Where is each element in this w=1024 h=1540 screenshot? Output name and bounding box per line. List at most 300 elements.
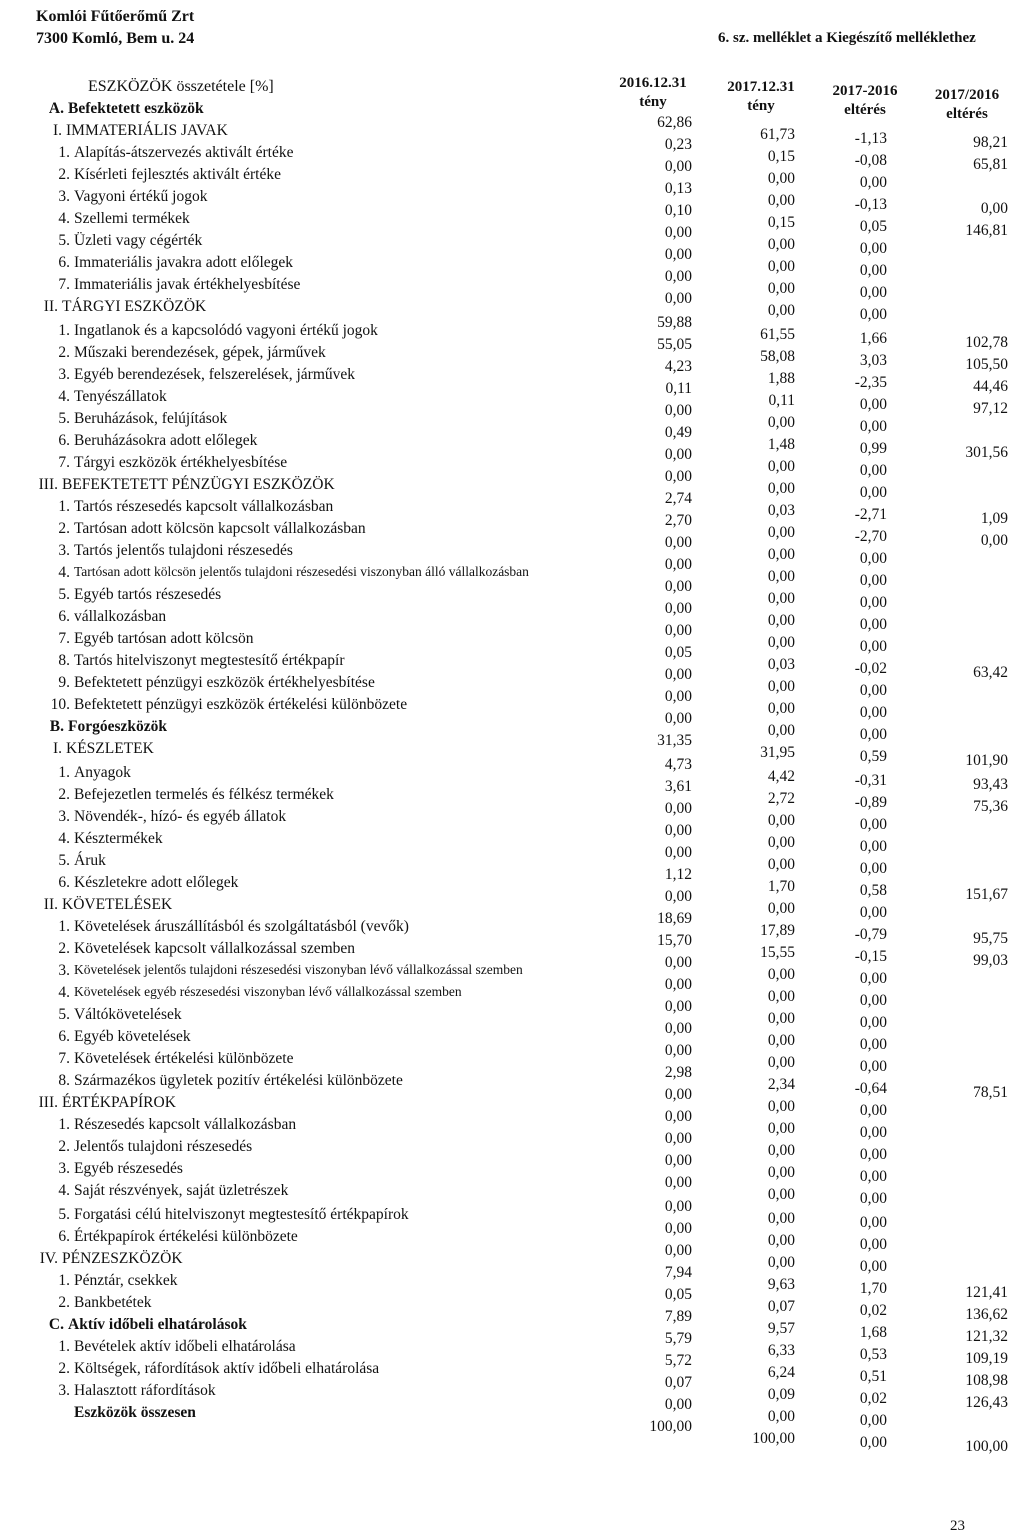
value-difference: 0,00 [859,726,887,744]
value-2017: 6,33 [767,1341,795,1359]
table-row [0,1174,1024,1208]
value-2017: 0,00 [767,236,795,254]
row-label: Halasztott ráfordítások [74,1381,216,1399]
row-label: Késztermékek [74,829,163,847]
row-code: 3. [58,961,70,979]
value-2016: 0,00 [664,1395,692,1413]
value-2016: 0,00 [664,843,692,861]
value-difference: -2,71 [854,505,887,523]
row-code: III. [38,475,58,493]
row-label: Tartósan adott kölcsön jelentős tulajdoni részesedési viszonyban álló vállalkozásban [74,564,529,580]
table-row [0,1130,1024,1164]
row-label: Tenyészállatok [74,387,167,405]
table-row [0,688,1024,722]
row-code: 6. [58,608,70,626]
value-2017: 0,03 [767,501,795,519]
row-code: 2. [58,1359,70,1377]
value-2017: 0,00 [767,1186,795,1204]
row-label: KÖVETELÉSEK [62,895,173,913]
value-difference: 0,00 [859,284,887,302]
row-code: 8. [58,652,70,670]
value-difference: 0,51 [859,1367,887,1385]
value-2016: 0,07 [664,1373,692,1391]
row-code: 8. [58,1072,70,1090]
value-difference: 0,00 [859,572,887,590]
value-difference: 0,00 [859,395,887,413]
row-code: 1. [58,1337,70,1355]
value-2017: 0,00 [767,1120,795,1138]
row-label: Értékpapírok értékelési különbözete [74,1227,298,1245]
value-2017: 0,00 [767,700,795,718]
value-ratio: 99,03 [973,951,1008,969]
row-code: 5. [58,1006,70,1024]
value-ratio: 65,81 [973,156,1008,174]
value-difference: -0,64 [854,1080,887,1098]
row-code: B. [49,718,64,736]
row-code: 5. [58,586,70,604]
column-header-2016-line1: 2016.12.31 [619,75,687,91]
value-difference: 0,00 [859,1257,887,1275]
row-label: Áruk [74,851,106,869]
value-ratio: 136,62 [965,1305,1008,1323]
row-code: 1. [58,497,70,515]
value-2016: 0,00 [664,953,692,971]
value-2016: 0,00 [664,799,692,817]
value-difference: 0,00 [859,483,887,501]
row-code: C. [48,1315,64,1333]
value-difference: -2,35 [854,373,887,391]
value-2016: 0,00 [664,224,692,242]
value-difference: 0,00 [859,1213,887,1231]
table-row [0,268,1024,302]
column-header-difference-line2: eltérés [844,102,886,118]
row-label: Növendék-, hízó- és egyéb állatok [74,807,287,825]
column-header-2016-line2: tény [639,94,667,110]
value-2016: 0,00 [664,534,692,551]
row-code: IV. [39,1249,58,1267]
row-label: Befektetett pénzügyi eszközök értékelési különbözete [74,696,408,714]
value-2016: 62,86 [657,114,692,132]
value-ratio: 44,46 [973,377,1008,395]
row-code: 1. [58,144,70,162]
row-label: Immateriális javakra adott előlegek [74,254,294,272]
value-difference: -0,31 [854,771,887,789]
row-label: Követelések kapcsolt vállalkozással szemben [74,939,356,957]
value-2016: 0,00 [664,998,692,1016]
row-label: Vagyoni értékű jogok [74,188,208,206]
row-label: Jelentős tulajdoni részesedés [74,1138,253,1156]
value-2016: 4,73 [664,755,692,773]
value-difference: 0,00 [859,461,887,479]
value-difference: 0,00 [859,616,887,634]
value-2016: 0,00 [664,666,692,684]
value-ratio: 63,42 [973,664,1008,682]
value-2016: 7,94 [664,1263,692,1281]
row-code: 1. [58,1271,70,1289]
value-2017: 0,00 [767,678,795,696]
table-title: ESZKÖZÖK összetétele [%] [88,78,274,95]
value-2017: 61,55 [760,325,795,343]
value-ratio: 101,90 [965,752,1008,770]
value-2016: 0,00 [664,1086,692,1104]
value-2017: 31,95 [760,744,795,762]
row-code: 5. [58,409,70,427]
table-row [0,600,1024,634]
value-2016: 2,74 [664,489,692,507]
value-2016: 0,11 [665,379,692,397]
value-difference: 0,53 [859,1345,887,1363]
value-difference: 0,00 [859,1014,887,1032]
value-ratio: 93,43 [973,775,1008,793]
value-2017: 0,00 [767,457,795,475]
row-code: 3. [58,188,70,206]
row-label: Követelések egyéb részesedési viszonyban lévő vállalkozással szemben [74,984,462,999]
row-code: 1. [58,1116,70,1134]
value-2017: 0,00 [767,523,795,541]
value-2017: 0,00 [767,546,795,563]
row-label: Ingatlanok és a kapcsolódó vagyoni értékű jogok [74,321,378,339]
value-2016: 4,23 [664,357,692,375]
row-label: KÉSZLETEK [66,740,154,758]
value-difference: 0,00 [859,240,887,258]
column-header-2017-line2: tény [747,98,775,114]
row-code: 3. [58,365,70,383]
value-difference: 0,59 [859,748,887,766]
value-difference: 0,00 [859,1235,887,1253]
row-code: 9. [58,674,70,692]
value-2017: 0,00 [767,833,795,851]
row-code: II. [43,298,58,316]
value-2017: 0,00 [767,855,795,873]
row-code: 2. [58,1293,70,1311]
row-label: Tartós részesedés kapcsolt vállalkozásban [74,497,334,515]
value-difference: -2,70 [854,527,887,545]
value-2017: 0,00 [767,634,795,652]
value-2016: 7,89 [664,1307,692,1325]
value-2017: 0,00 [767,192,795,210]
value-2017: 0,00 [767,170,795,188]
value-difference: 0,00 [859,815,887,833]
row-code: 1. [58,321,70,339]
column-header-difference-line1: 2017-2016 [832,83,898,99]
value-difference: 0,00 [859,1146,887,1164]
value-2016: 0,13 [664,180,692,198]
value-2016: 0,00 [664,1130,692,1148]
row-code: 2. [58,939,70,957]
row-code: 3. [58,1160,70,1178]
table-row [0,1108,1024,1142]
row-code: I. [52,122,62,140]
row-code: 4. [58,564,70,582]
value-difference: 0,00 [859,1058,887,1076]
value-ratio: 121,41 [965,1283,1008,1301]
row-label: PÉNZESZKÖZÖK [62,1249,183,1267]
value-2017: 9,57 [767,1319,795,1337]
value-ratio: 126,43 [965,1393,1008,1411]
value-difference: 0,00 [859,837,887,855]
value-2017: 0,11 [768,391,795,409]
table-row [0,998,1024,1032]
row-label: Műszaki berendezések, gépek, járművek [74,343,326,361]
row-label: Anyagok [74,763,131,781]
row-label: Bankbetétek [74,1293,152,1311]
value-2017: 0,00 [767,965,795,983]
row-label: Egyéb tartós részesedés [74,586,222,604]
value-ratio: 100,00 [965,1438,1008,1455]
value-2017: 0,00 [767,1010,795,1028]
value-difference: 0,00 [859,1102,887,1120]
row-code: 7. [58,1050,70,1068]
value-2016: 0,00 [664,600,692,618]
value-difference: -1,13 [854,130,887,148]
value-ratio: 121,32 [965,1327,1008,1345]
value-2017: 0,00 [767,479,795,497]
row-code: 6. [58,431,70,449]
table-row [0,1152,1024,1186]
value-ratio: 109,19 [965,1349,1008,1367]
value-2017: 2,72 [767,789,795,807]
value-2016: 15,70 [657,931,692,949]
value-2017: 0,00 [767,1054,795,1072]
row-label: Forgatási célú hitelviszonyt megtestesítő értékpapírok [74,1205,409,1223]
value-ratio: 1,09 [980,509,1008,527]
row-code: 5. [58,232,70,250]
value-difference: -0,08 [854,152,887,170]
value-2016: 0,00 [664,710,692,728]
value-difference: 0,00 [859,262,887,280]
value-2016: 0,00 [664,821,692,839]
value-difference: 0,00 [859,992,887,1009]
value-2017: 0,00 [767,258,795,276]
value-2017: 0,00 [767,302,795,320]
row-label: Tartós hitelviszonyt megtestesítő értékpapír [74,652,345,670]
value-ratio: 95,75 [973,929,1008,947]
value-2016: 59,88 [657,313,692,331]
value-ratio: 0,00 [980,531,1008,549]
row-code: 2. [58,1138,70,1156]
row-code: 4. [58,1182,70,1200]
table-row [0,1219,1024,1253]
value-2016: 0,49 [664,423,692,441]
value-2016: 0,00 [664,401,692,419]
table-row [0,1197,1024,1231]
value-difference: 1,68 [859,1323,887,1341]
value-2017: 0,07 [767,1297,795,1315]
row-label: Eszközök összesen [74,1403,196,1421]
row-label: Követelések áruszállításból és szolgáltatásból (vevők) [74,917,409,935]
value-2017: 0,00 [767,590,795,608]
table-row [0,821,1024,855]
value-2017: 0,00 [767,612,795,630]
value-2017: 0,15 [767,214,795,232]
row-code: 4. [58,829,70,847]
row-code: 6. [58,1227,70,1245]
value-difference: 0,00 [859,1124,887,1142]
row-code: 3. [58,1381,70,1399]
value-ratio: 78,51 [973,1084,1008,1102]
row-code: 5. [58,1205,70,1223]
row-label: Üzleti vagy cégérték [74,232,203,250]
value-2017: 0,00 [767,1142,795,1160]
value-2016: 0,00 [664,1197,692,1215]
value-2017: 0,00 [767,1164,795,1182]
value-2017: 100,00 [752,1430,795,1447]
value-2016: 0,00 [664,688,692,706]
annex-label: 6. sz. melléklet a Kiegészítő melléklethez [718,30,976,46]
row-label: Egyéb berendezések, felszerelések, járművek [74,365,356,383]
value-2016: 0,05 [664,644,692,662]
value-ratio: 301,56 [965,443,1008,461]
value-2017: 0,00 [767,811,795,829]
value-difference: 0,00 [859,682,887,700]
value-2016: 0,00 [664,290,692,308]
row-code: 4. [58,984,70,1001]
row-code: I. [52,740,62,758]
value-2017: 0,00 [767,1209,795,1227]
table-row [0,1020,1024,1054]
row-label: Követelések jelentős tulajdoni részesedési viszonyban lévő vállalkozással szemben [74,961,523,977]
row-label: TÁRGYI ESZKÖZÖK [62,298,207,316]
value-ratio: 151,67 [965,885,1008,903]
value-difference: 0,05 [859,218,887,236]
value-2016: 0,00 [664,467,692,485]
row-label: Befektetett pénzügyi eszközök értékhelyesbítése [74,674,375,692]
value-difference: 0,00 [859,704,887,722]
row-label: Részesedés kapcsolt vállalkozásban [74,1116,297,1134]
row-label: Immateriális javak értékhelyesbítése [74,276,301,294]
value-ratio: 108,98 [965,1371,1008,1389]
value-difference: -0,15 [854,947,887,965]
value-ratio: 105,50 [965,355,1008,373]
row-label: Aktív időbeli elhatárolások [68,1315,247,1333]
value-difference: 0,00 [859,1168,887,1186]
row-code: II. [43,895,58,913]
row-label: Forgóeszközök [68,718,168,736]
value-difference: -0,02 [854,660,887,678]
value-difference: 0,58 [859,881,887,899]
row-label: Egyéb követelések [74,1028,191,1046]
value-2017: 0,03 [767,656,795,674]
value-2016: 0,00 [664,268,692,286]
value-2017: 2,34 [767,1076,795,1094]
company-name: Komlói Fűtőerőmű Zrt [36,8,195,25]
value-2016: 0,00 [664,1241,692,1259]
value-2016: 2,70 [664,511,692,529]
value-difference: 1,66 [859,329,887,347]
value-2017: 0,00 [767,1253,795,1271]
value-2016: 0,00 [664,1174,692,1192]
value-difference: 0,00 [859,1411,887,1429]
value-2016: 0,00 [664,556,692,574]
row-label: Követelések értékelési különbözete [74,1050,294,1068]
value-difference: 0,00 [859,969,887,987]
row-code: 2. [58,785,70,803]
value-2017: 0,15 [767,148,795,166]
row-label: Készletekre adott előlegek [74,873,239,891]
row-label: Egyéb tartósan adott kölcsön [74,630,254,648]
row-code: 6. [58,873,70,891]
value-ratio: 75,36 [973,797,1008,815]
row-label: Szellemi termékek [74,210,190,228]
value-2017: 1,70 [767,877,795,895]
row-code: 2. [58,519,70,537]
table-row [0,976,1024,1009]
value-difference: 0,00 [859,306,887,324]
row-code: 6. [58,254,70,272]
value-2016: 100,00 [649,1418,692,1435]
row-code: 1. [58,917,70,935]
row-label: Pénztár, csekkek [74,1271,178,1289]
table-row [0,100,1024,120]
value-difference: 0,00 [859,1190,887,1208]
page-number: 23 [950,1518,965,1534]
row-label: Kísérleti fejlesztés aktivált értéke [74,166,282,184]
value-2017: 0,00 [767,988,795,1005]
value-2017: 0,00 [767,1032,795,1050]
value-2016: 0,00 [664,578,692,596]
row-label: Beruházások, felújítások [74,409,228,427]
value-difference: 0,99 [859,439,887,457]
row-code: 4. [58,210,70,228]
row-label: Befektetett eszközök [68,100,204,117]
value-difference: 0,00 [859,903,887,921]
value-2017: 17,89 [760,921,795,939]
value-2017: 0,00 [767,899,795,917]
table-row [0,1418,1024,1455]
value-difference: 0,00 [859,1434,887,1451]
value-2016: 1,12 [664,865,692,883]
value-difference: 0,00 [859,594,887,612]
value-2016: 55,05 [657,335,692,353]
value-2016: 5,79 [664,1329,692,1347]
row-code: 7. [58,453,70,471]
row-code: 5. [58,851,70,869]
value-2017: 1,88 [767,369,795,387]
value-ratio: 102,78 [965,333,1008,351]
value-2016: 5,72 [664,1351,692,1369]
value-difference: -0,79 [854,925,887,943]
value-2016: 18,69 [657,909,692,927]
row-label: Származékos ügyletek pozitív értékelési különbözete [74,1072,403,1090]
value-difference: 0,02 [859,1389,887,1407]
value-2017: 0,00 [767,280,795,298]
value-2016: 0,00 [664,1108,692,1126]
value-2017: 0,00 [767,1231,795,1249]
value-difference: -0,13 [854,196,887,214]
value-2016: 0,00 [664,976,692,993]
row-code: 10. [50,696,70,714]
company-address: 7300 Komló, Bem u. 24 [36,30,195,47]
value-2017: 9,63 [767,1275,795,1293]
value-ratio: 98,21 [973,134,1008,152]
value-difference: -0,89 [854,793,887,811]
value-2017: 0,00 [767,722,795,740]
value-2016: 31,35 [657,732,692,750]
column-header-2017-line1: 2017.12.31 [727,79,795,95]
row-label: Befejezetlen termelés és félkész termékek [74,785,334,803]
value-2016: 0,10 [664,202,692,220]
value-difference: 0,00 [859,638,887,656]
value-2016: 0,00 [664,158,692,176]
value-2016: 0,00 [664,622,692,640]
row-code: 7. [58,276,70,294]
value-difference: 3,03 [859,351,887,369]
value-difference: 0,00 [859,859,887,877]
value-difference: 1,70 [859,1279,887,1297]
value-difference: 0,00 [859,1036,887,1054]
row-code: 3. [58,807,70,825]
row-label: Alapítás-átszervezés aktivált értéke [74,144,294,162]
